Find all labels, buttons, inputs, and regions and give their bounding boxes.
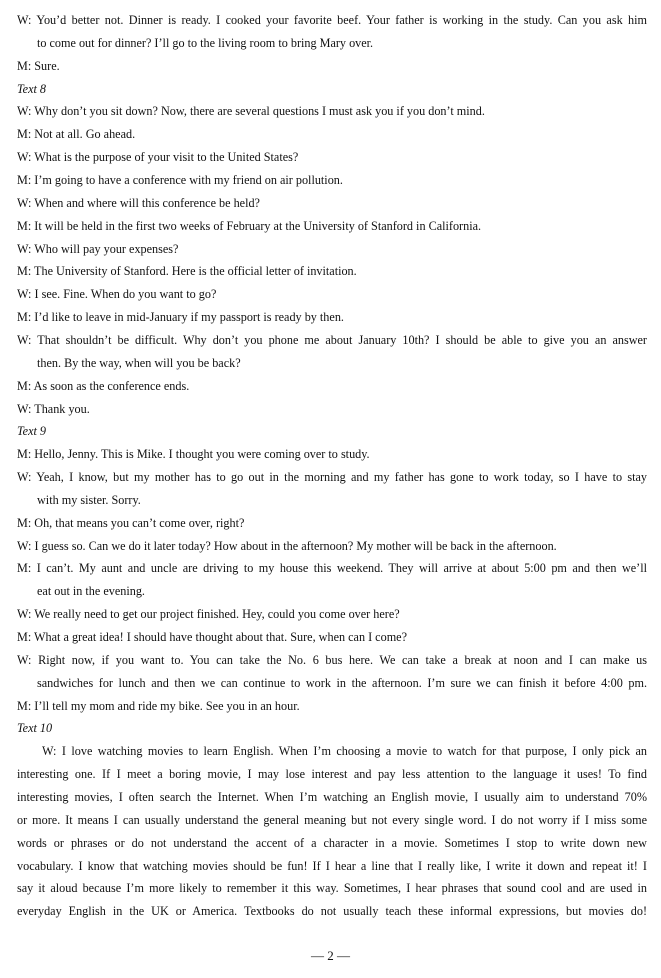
text-line: W: Why don’t you sit down? Now, there are several questions I must ask you if you don’t mind. xyxy=(17,104,485,119)
text-line: M: I’m going to have a conference with my friend on air pollution. xyxy=(17,173,343,187)
text-line: say it aloud because I’m more likely to remember it this way. Sometimes, I hear phrases that sound cool and are used in xyxy=(17,881,647,896)
text-line: W: That shouldn’t be difficult. Why don’t you phone me about January 10th? I should be able to give you an answer xyxy=(17,332,647,347)
text-line: W: I guess so. Can we do it later today? How about in the afternoon? My mother will be back in the afternoon. xyxy=(17,538,557,553)
section-label: Text 9 xyxy=(17,424,47,439)
text-line: W: When and where will this conference be held? xyxy=(17,195,260,210)
text-line: M: Oh, that means you can’t come over, right? xyxy=(17,515,245,530)
text-line: W: Right now, if you want to. You can take the No. 6 bus here. We can take a break at noon and I can make us xyxy=(17,652,647,667)
text-line: or more. It means I can usually understand the general meaning but not every single word. I do not worry if I miss some xyxy=(17,812,647,827)
text-line: M: I’ll tell my mom and ride my bike. See you in an hour. xyxy=(17,698,300,713)
text-line: then. By the way, when will you be back? xyxy=(37,355,241,370)
text-line: M: The University of Stanford. Here is the official letter of invitation. xyxy=(17,264,357,279)
text-line: W: Thank you. xyxy=(17,401,90,416)
text-line: M: What a great idea! I should have thought about that. Sure, when can I come? xyxy=(17,630,407,644)
text-line: W: Yeah, I know, but my mother has to go out in the morning and my father has gone to work today, so I have to stay xyxy=(17,470,647,484)
text-line: words or phrases or do not understand the accent of a character in a movie. Sometimes I stop to write down new xyxy=(17,835,647,850)
text-line: M: As soon as the conference ends. xyxy=(17,378,190,393)
text-line: sandwiches for lunch and then we can continue to work in the afternoon. I’m sure we can finish it before 4:00 pm. xyxy=(37,675,647,690)
text-line: everyday English in the UK or America. Textbooks do not usually teach these informal expressions, but movies do! xyxy=(17,904,647,919)
text-line: eat out in the evening. xyxy=(37,584,145,599)
text-line: vocabulary. I know that watching movies should be fun! If I hear a line that I really like, I write it down and repeat it! I xyxy=(17,858,647,873)
text-line: interesting movies, I often search the Internet. When I’m watching an English movie, I usually aim to understand 70% xyxy=(17,789,647,804)
text-line: M: Hello, Jenny. This is Mike. I thought you were coming over to study. xyxy=(17,447,370,462)
text-line: W: You’d better not. Dinner is ready. I cooked your favorite beef. Your father is working in the study. Can you ask him xyxy=(17,13,647,27)
text-line: interesting one. If I meet a boring movie, I may lose interest and pay less attention to the language it uses! To find xyxy=(17,767,647,782)
text-line: M: I’d like to leave in mid-January if my passport is ready by then. xyxy=(17,310,344,325)
text-line: M: It will be held in the first two weeks of February at the University of Stanford in California. xyxy=(17,218,482,233)
text-line: to come out for dinner? I’ll go to the living room to bring Mary over. xyxy=(37,35,374,50)
section-label: Text 8 xyxy=(17,81,47,96)
text-line: with my sister. Sorry. xyxy=(37,492,141,507)
text-line: M: Not at all. Go ahead. xyxy=(17,127,136,142)
text-line: M: I can’t. My aunt and uncle are driving to my house this weekend. They will arrive at about 5:00 pm and then we’ll xyxy=(17,561,647,576)
text-line: W: Who will pay your expenses? xyxy=(17,241,179,256)
text-line: W: I love watching movies to learn English. When I’m choosing a movie to watch for that purpose, I only pick an xyxy=(42,744,647,759)
text-line: W: I see. Fine. When do you want to go? xyxy=(17,287,217,302)
text-line: W: We really need to get our project finished. Hey, could you come over here? xyxy=(17,607,400,622)
text-line: W: What is the purpose of your visit to the United States? xyxy=(17,150,299,165)
page-number: — 2 — xyxy=(311,948,350,963)
section-label: Text 10 xyxy=(17,721,53,736)
text-line: M: Sure. xyxy=(17,58,60,73)
